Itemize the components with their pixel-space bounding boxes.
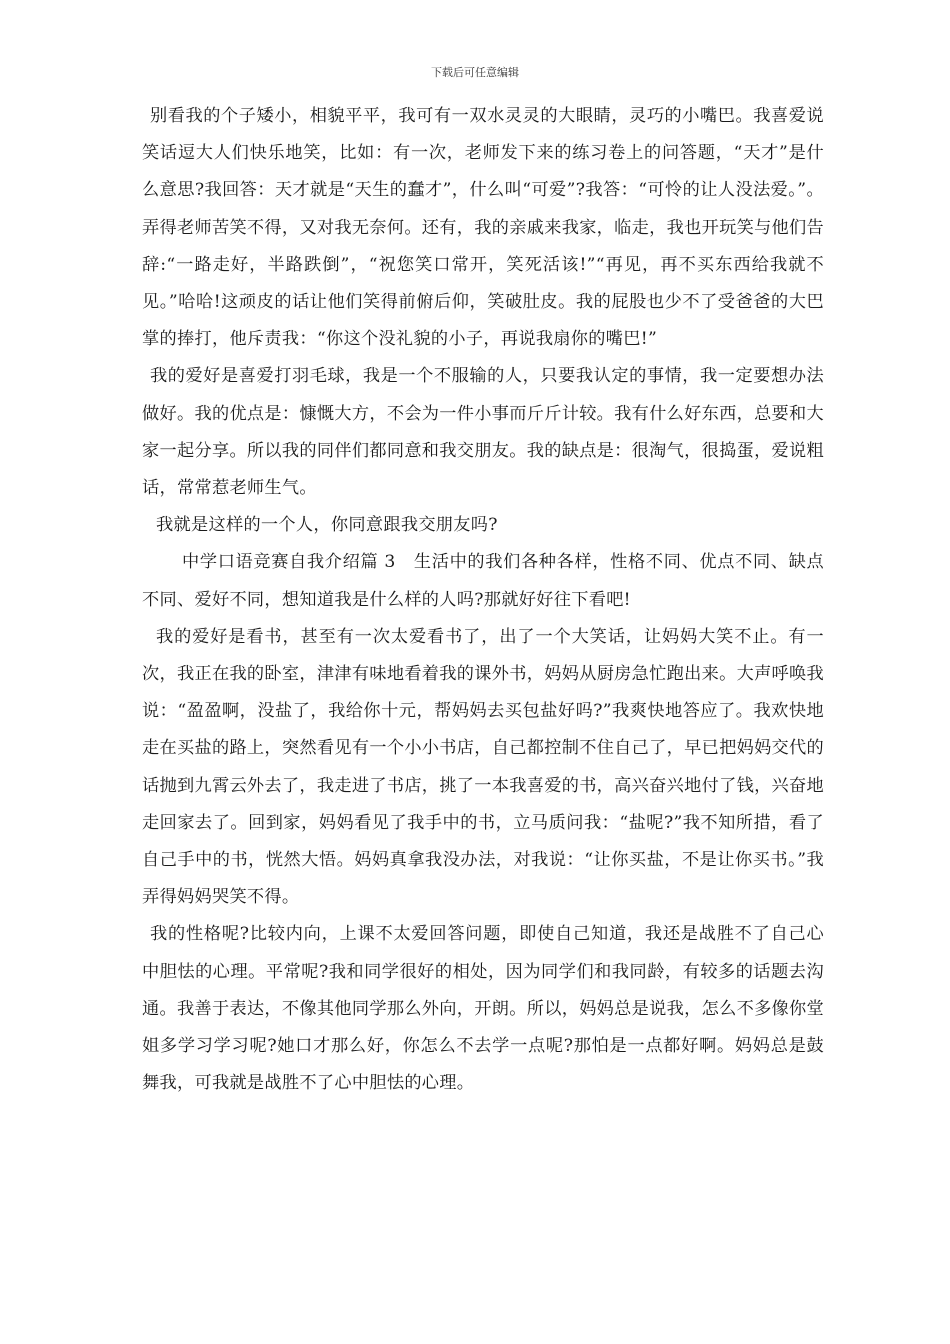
page-header: 下载后可任意编辑 <box>431 66 519 79</box>
paragraph-hobby-reading: 我的爱好是看书，甚至有一次太爱看书了，出了一个大笑话，让妈妈大笑不止。有一次，我正在我的卧室，津津有味地看着我的课外书，妈妈从厨房急忙跑出来。大声呼唤我说：“盈盈啊，没盐了，我给你十元，帮妈妈去买包盐好吗?”我爽快地答应了。我欢快地走在买盐的路上，突然看见有一个小小书店，自己都控制不住自己了，早已把妈妈交代的话抛到九霄云外去了，我走进了书店，挑了一本我喜爱的书，高兴奋兴地付了钱，兴奋地走回家去了。回到家，妈妈看见了我手中的书，立马质问我：“盐呢?”我不知所措，看了自己手中的书，恍然大悟。妈妈真拿我没办法，对我说：“让你买盐，不是让你买书。”我弄得妈妈哭笑不得。 <box>142 626 825 908</box>
paragraph-section-3-intro: 中学口语竞赛自我介绍篇 3 生活中的我们各种各样，性格不同、优点不同、缺点不同、爱好不同，想知道我是什么样的人吗?那就好好往下看吧! <box>142 552 824 610</box>
document-body <box>142 98 824 1102</box>
paragraph-hobby-badminton: 我的爱好是喜爱打羽毛球，我是一个不服输的人，只要我认定的事情，我一定要想办法做好。我的优点是：慷慨大方，不会为一件小事而斤斤计较。我有什么好东西，总要和大家一起分享。所以我的同伴们都同意和我交朋友。我的缺点是：很淘气，很捣蛋，爱说粗话，常常惹老师生气。 <box>142 366 825 499</box>
paragraph-personality: 我的性格呢?比较内向，上课不太爱回答问题，即使自己知道，我还是战胜不了自己心中胆怯的心理。平常呢?我和同学很好的相处，因为同学们和我同龄，有较多的话题去沟通。我善于表达，不像其他同学那么外向，开朗。所以，妈妈总是说我，怎么不多像你堂姐多学习学习呢?她口才那么好，你怎么不去学一点呢?那怕是一点都好啊。妈妈总是鼓舞我，可我就是战胜不了心中胆怯的心理。 <box>142 924 825 1094</box>
paragraph-self-description: 别看我的个子矮小，相貌平平，我可有一双水灵灵的大眼睛，灵巧的小嘴巴。我喜爱说笑话逗大人们快乐地笑，比如：有一次，老师发下来的练习卷上的问答题，“天才”是什么意思?我回答：天才就是“天生的蠢才”，什么叫“可爱”?我答：“可怜的让人没法爱。”。弄得老师苦笑不得，又对我无奈何。还有，我的亲戚来我家，临走，我也开玩笑与他们告辞:“一路走好，半路跌倒”，“祝您笑口常开，笑死活该!”“再见，再不买东西给我就不见。”哈哈!这顽皮的话让他们笑得前俯后仰，笑破肚皮。我的屁股也少不了受爸爸的大巴掌的捧打，他斥责我：“你这个没礼貌的小子，再说我扇你的嘴巴!” <box>142 106 825 350</box>
paragraph-make-friends: 我就是这样的一个人，你同意跟我交朋友吗? <box>156 515 498 536</box>
